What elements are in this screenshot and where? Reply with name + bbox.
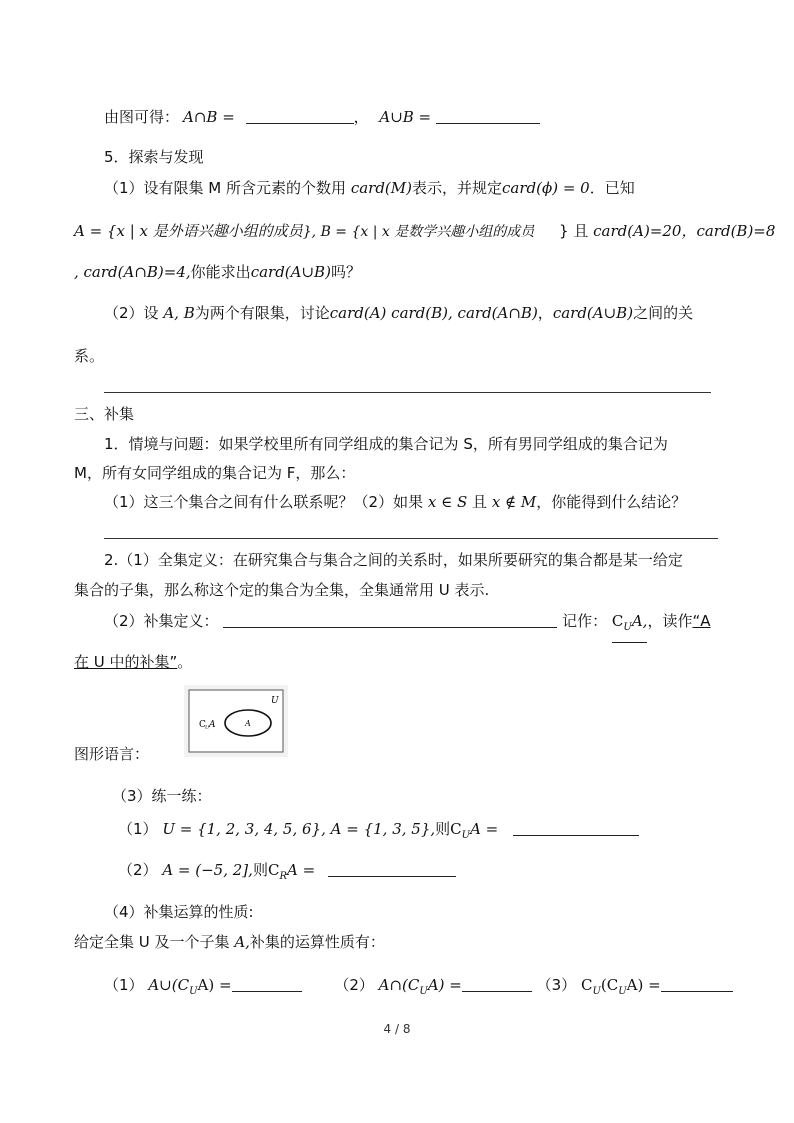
p1-line1: 1．情境与问题：如果学校里所有同学组成的集合记为 S，所有男同学组成的集合记为 [104,435,668,453]
prop3-expr-end: A) = [626,976,661,994]
q2-text-a: （2）设 [104,304,159,322]
q2-comma: ， [537,304,553,322]
practice-heading: （3）练一练： [112,787,212,805]
prop3-blank[interactable] [661,977,733,992]
set-a-def: A = {x | x 是外语兴趣小组的成员 [74,222,303,240]
venn-svg [184,685,288,757]
exercise-2 [118,860,456,887]
page-number: 4 / 8 [383,1022,411,1036]
ex1-blank[interactable] [513,821,639,836]
section-3-heading: 三、补集 [74,405,135,423]
q2-line2: 系。 [74,347,105,365]
prop3-inner-sub: U [618,986,627,997]
q2-sets: A, B [163,304,195,322]
properties-heading: （4）补集运算的性质: [104,903,254,921]
venn-c-sub: U [205,725,210,731]
universal-def-line1: 2.（1）全集定义：在研究集合与集合之间的关系时，如果所要研究的集合都是某一给定 [104,551,683,569]
ex1-sets: U = {1, 2, 3, 4, 5, 6}, A = {1, 3, 5}, [162,820,436,838]
venn-ca-label: A [209,720,216,730]
q2-card-union: card(A∪B) [552,304,634,322]
ex2-interval: A = (−5, 2], [162,861,253,879]
prop2-number: （2） [334,976,374,994]
universal-def-line2: 集合的子集，那么称这个定的集合为全集，全集通常用 U 表示. [74,581,490,599]
q1-ask: 你能求出 [190,263,251,281]
q2-text-c: 为两个有限集，讨论 [194,304,330,322]
props-intro-a: 给定全集 U 及一个子集 [74,933,230,951]
prop2-expr-end: A) = [427,976,462,994]
card-values: card(A)=20，card(B)=8 [593,222,776,240]
ex2-c-sub: R [279,871,287,882]
notation-expr [612,611,648,643]
prop1-blank[interactable] [232,977,302,992]
complement-def-line [104,611,711,643]
q2-line1 [104,303,693,323]
properties-row [104,975,733,1002]
p1c-text-5: ，你能得到什么结论？ [536,493,687,511]
union-blank[interactable] [436,109,540,124]
p1c-text-1: （1）这三个集合之间有什么联系呢？（2）如果 [104,493,424,511]
props-intro-a-set: A, [234,933,250,951]
answer-line-q2[interactable] [104,392,711,393]
set-b-def: }, B = {x | x 是数学兴趣小组的成员 [302,224,535,240]
prop1-expr-end: A) = [197,976,232,994]
q2-text-g: 之间的关 [633,304,694,322]
ex1-a: A = [470,820,499,838]
card-intersection: , card(A∩B)=4, [74,263,191,281]
q1-question-mark: 吗？ [330,263,361,281]
prop3-number: （3） [536,976,577,994]
q2-cards: card(A) card(B), card(A∩B) [329,304,538,322]
p1-line2: M，所有女同学组成的集合记为 F，那么： [74,464,356,482]
q1-text-e: ．已知 [589,179,635,197]
notation-label: 记作： [562,612,608,630]
ex2-blank[interactable] [328,862,456,877]
complement-def-blank[interactable] [223,613,557,628]
c-symbol: C [611,612,624,630]
union-expr: A∪B = [379,108,432,126]
x-not-in-m: x ∉ M [491,493,537,511]
result-line [104,107,540,127]
ex1-then: 则 [435,820,451,838]
properties-intro [74,932,385,952]
ex2-c: C [267,861,280,879]
card-m: card(M) [350,179,412,197]
card-empty: card(ϕ) = 0 [502,179,590,197]
venn-c-label: C [199,720,206,730]
complement-def-label: （2）补集定义： [104,612,219,630]
prop3-c: C [580,976,593,994]
venn-a-label: A [245,719,251,728]
prop2-expr: A∩(C [378,976,420,994]
q1-line3 [74,262,361,282]
read-as-text-2: 在 U 中的补集” [74,653,178,671]
p1-line3 [104,492,686,512]
prop1-expr: A∪(C [148,976,190,994]
intersection-blank[interactable] [246,109,354,124]
prop2-blank[interactable] [462,977,532,992]
prop1-sub: U [189,986,198,997]
read-as-line2 [74,652,192,672]
result-prefix: 由图可得： [104,108,180,126]
intersection-expr: A∩B = [183,108,235,126]
venn-u-label: U [271,696,279,706]
read-as-period: 。 [177,653,193,671]
section-5-heading: 5．探索与发现 [104,148,204,166]
ex1-c-sub: U [461,830,471,841]
prop1-number: （1） [104,976,144,994]
comma: ， [353,108,369,126]
ex2-then: 则 [252,861,268,879]
read-as-text-1: “A [692,612,711,630]
q1-text-c: 表示，并规定 [412,179,503,197]
x-in-s: x ∈ S [427,493,468,511]
ex2-a: A = [286,861,316,879]
venn-diagram [184,685,288,757]
q1-text-a: （1）设有限集 M 所含元素的个数用 [104,179,347,197]
c-sub: U [623,622,632,633]
notation-a: A, [631,612,648,630]
card-union: card(A∪B) [250,263,331,281]
q1-line1 [104,178,635,198]
props-intro-c: 补集的运算性质有： [249,933,385,951]
ex1-number: （1） [118,820,158,838]
p1c-and: 且 [472,493,488,511]
prop3-sub: U [592,986,601,997]
prop2-sub: U [419,986,428,997]
prop3-inner: (C [600,976,619,994]
ex1-c: C [450,820,462,838]
graphic-language-label: 图形语言： [74,745,150,763]
q1-line2 [74,221,775,242]
answer-line-p1[interactable] [104,538,718,539]
exercise-1 [118,819,639,846]
q1-and: } 且 [559,222,589,240]
read-as-label: ，读作 [647,612,693,630]
ex2-number: （2） [118,861,158,879]
